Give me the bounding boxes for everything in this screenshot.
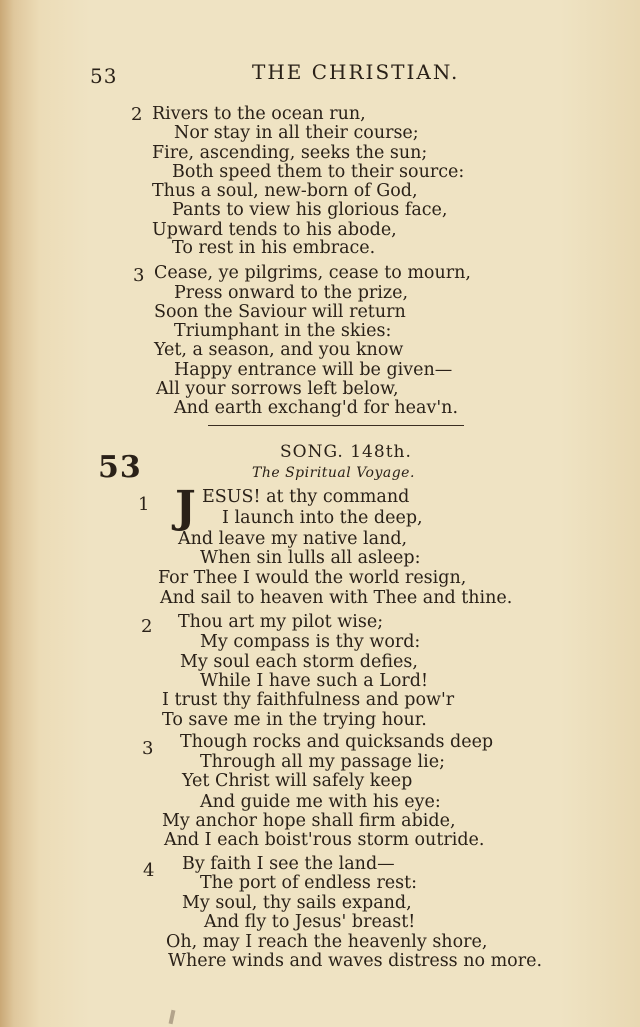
verse-line: Pants to view his glorious face, [172,200,448,220]
verse-line: The port of endless rest: [200,873,418,893]
verse-line: My anchor hope shall firm abide, [162,811,456,831]
verse-number: 2 [141,616,153,637]
verse-line: Oh, may I reach the heavenly shore, [166,932,488,952]
verse-line: All your sorrows left below, [156,379,399,399]
verse-line: And leave my native land, [178,529,408,549]
verse-line: Cease, ye pilgrims, cease to mourn, [154,263,471,283]
running-head [0,58,640,88]
verse-line: And I each boist'rous storm outride. [164,830,485,850]
verse-line: My compass is thy word: [200,632,421,652]
verse-line: For Thee I would the world resign, [158,568,467,588]
verse-line: My soul each storm defies, [180,652,418,672]
verse-line: Yet Christ will safely keep [182,771,413,791]
verse-line: I launch into the deep, [222,508,423,528]
verse-line: Though rocks and quicksands deep [180,732,494,752]
verse-line: When sin lulls all asleep: [200,548,421,568]
verse-number: 3 [133,265,145,286]
verse-line: Happy entrance will be given— [174,360,453,380]
verse-line: Press onward to the prize, [174,283,409,303]
section-divider [208,425,464,426]
verse-line: While I have such a Lord! [200,671,428,691]
verse-line: Triumphant in the skies: [174,321,392,341]
verse-line: Through all my passage lie; [200,752,445,772]
verse-line: My soul, thy sails expand, [182,893,412,913]
drop-cap: J [175,482,196,533]
verse-line: Where winds and waves distress no more. [168,951,543,971]
verse-line: Nor stay in all their course; [174,123,419,143]
verse-line: Both speed them to their source: [172,162,465,182]
verse-line: To save me in the trying hour. [162,710,427,730]
paper-mark [169,1010,176,1025]
verse-line: And fly to Jesus' breast! [204,912,416,932]
verse-number: 2 [131,104,143,125]
verse-line: Thus a soul, new-born of God, [152,181,418,201]
verse-line: Thou art my pilot wise; [178,612,384,632]
verse-line: And sail to heaven with Thee and thine. [160,588,513,608]
verse-number: 4 [143,860,155,881]
verse-line: Yet, a season, and you know [154,340,404,360]
hymn-number: 53 [98,450,142,485]
verse-line: ESUS! at thy command [202,487,410,507]
verse-line: Rivers to the ocean run, [152,104,366,124]
hymn-subtitle: The Spiritual Voyage. [252,465,415,481]
verse-line: Upward tends to his abode, [152,220,397,240]
verse-number: 1 [138,494,150,515]
verse-number: 3 [142,738,154,759]
verse-line: And guide me with his eye: [200,792,441,812]
running-title: THE CHRISTIAN. [252,60,460,84]
verse-line: To rest in his embrace. [172,238,376,258]
hymn-heading: SONG. 148th. [280,442,412,462]
page-number: 53 [90,64,118,88]
verse-line: And earth exchang'd for heav'n. [174,398,459,418]
verse-line: I trust thy faithfulness and pow'r [162,690,455,710]
verse-line: Fire, ascending, seeks the sun; [152,143,428,163]
verse-line: Soon the Saviour will return [154,302,406,322]
verse-line: By faith I see the land— [182,854,395,874]
